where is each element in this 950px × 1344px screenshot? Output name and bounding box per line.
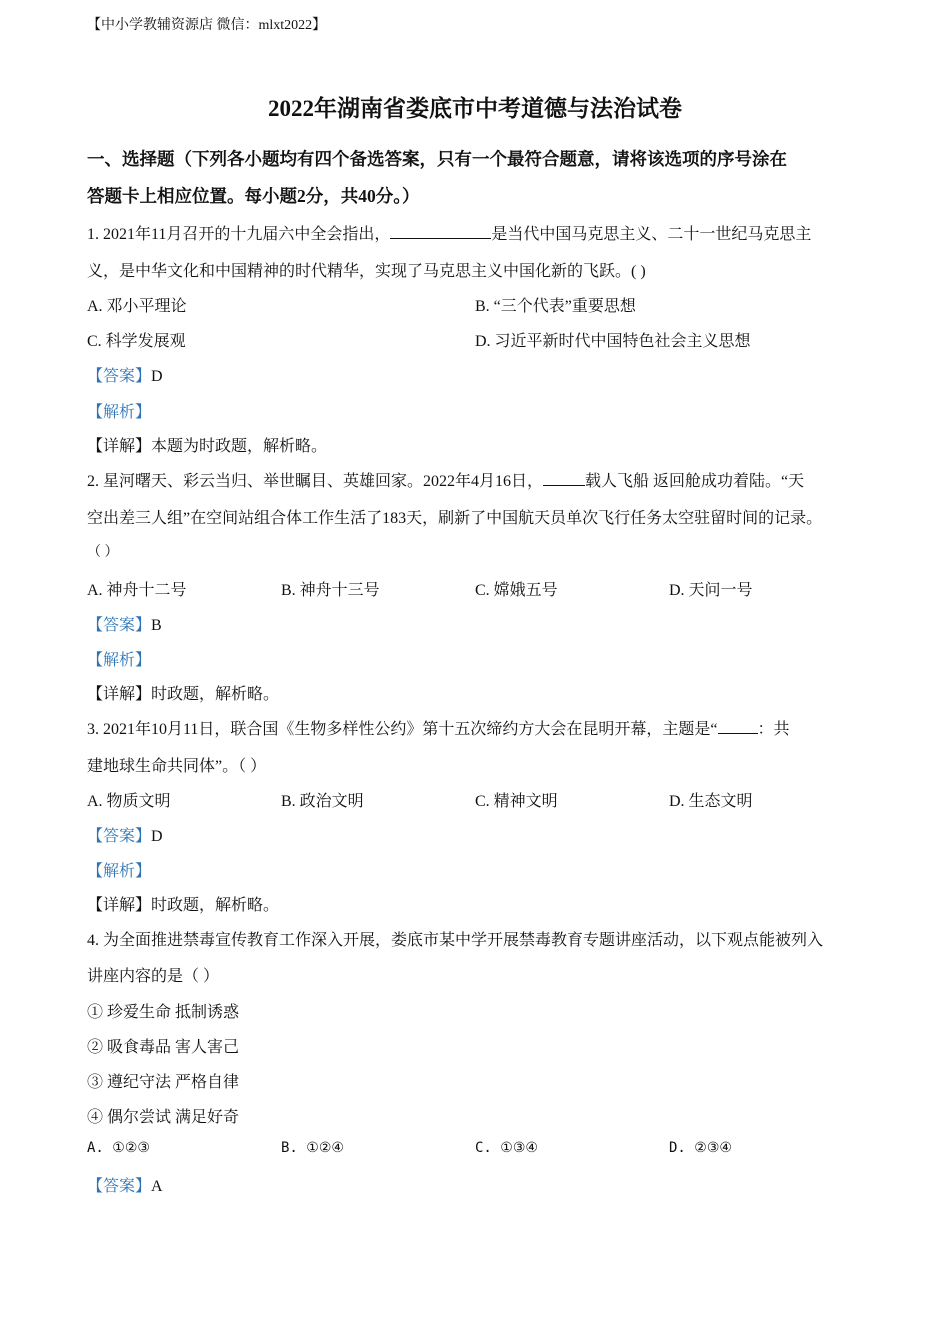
q4-answer-value: A [151, 1178, 163, 1195]
q3-blank [718, 719, 758, 734]
q1-option-a: A. 邓小平理论 [87, 298, 187, 315]
q1-analysis-label: 【解析】 [87, 404, 152, 421]
q1-stem-post: 是当代中国马克思主义、二十一世纪马克思主 [491, 226, 812, 243]
q2-answer [87, 612, 162, 635]
q3-stem-pre: 3. 2021年10月11日，联合国《生物多样性公约》第十五次缔约方大会在昆明开幕，主题是“ [87, 721, 718, 738]
q1-stem-line2: 义，是中华文化和中国精神的时代精华，实现了马克思主义中国化新的飞跃。( ) [87, 263, 646, 280]
q2-option-b: B. 神舟十三号 [281, 582, 380, 599]
q4-answer [87, 1173, 163, 1196]
q3-stem-post: ：共 [757, 721, 790, 738]
q3-answer [87, 823, 163, 846]
q3-stem-line2: 建地球生命共同体”。（ ） [87, 758, 267, 775]
q2-stem-line1 [87, 468, 804, 491]
q3-option-d: D. 生态文明 [669, 793, 753, 810]
q2-answer-label: 【答案】 [87, 617, 152, 634]
q3-option-c: C. 精神文明 [475, 793, 558, 810]
q4-option-a: A. ①②③ [87, 1140, 150, 1156]
q4-option-c: C. ①③④ [475, 1140, 538, 1156]
section-heading-line2: 答题卡上相应位置。每小题2分，共40分。） [87, 186, 420, 206]
q2-stem-line2: 空出差三人组”在空间站组合体工作生活了183天，刷新了中国航天员单次飞行任务太空驻留时间的记录。 [87, 510, 823, 527]
q2-answer-value: B [151, 617, 162, 634]
q4-item-2: ② 吸食毒品 害人害己 [87, 1039, 240, 1056]
q4-item-1: ① 珍爱生命 抵制诱惑 [87, 1004, 240, 1021]
q1-detail: 【详解】本题为时政题，解析略。 [87, 438, 328, 455]
q1-option-b: B. “三个代表”重要思想 [475, 298, 636, 315]
q4-answer-label: 【答案】 [87, 1178, 152, 1195]
q4-item-3: ③ 遵纪守法 严格自律 [87, 1074, 240, 1091]
q2-stem-line3: （ ） [87, 545, 119, 560]
q1-stem-line1 [87, 221, 811, 244]
q3-option-a: A. 物质文明 [87, 793, 171, 810]
q1-blank [390, 224, 491, 239]
q1-answer [87, 363, 163, 386]
q1-option-c: C. 科学发展观 [87, 333, 186, 350]
q1-answer-value: D [151, 368, 163, 385]
q3-stem-line1 [87, 716, 790, 739]
q2-stem-post: 载人飞船 返回舱成功着陆。“天 [585, 473, 805, 490]
q3-answer-value: D [151, 828, 163, 845]
q2-blank [543, 471, 585, 486]
q2-option-d: D. 天问一号 [669, 582, 753, 599]
q4-item-4: ④ 偶尔尝试 满足好奇 [87, 1109, 240, 1126]
q1-stem-pre: 1. 2021年11月召开的十九届六中全会指出， [87, 226, 391, 243]
q3-answer-label: 【答案】 [87, 828, 152, 845]
header-source: 【中小学教辅资源店 微信：mlxt2022】 [87, 18, 327, 33]
q2-detail: 【详解】时政题，解析略。 [87, 686, 280, 703]
q4-stem-line2: 讲座内容的是（ ） [87, 968, 220, 985]
q2-option-a: A. 神舟十二号 [87, 582, 187, 599]
q2-option-c: C. 嫦娥五号 [475, 582, 558, 599]
q3-option-b: B. 政治文明 [281, 793, 364, 810]
exam-title: 2022年湖南省娄底市中考道德与法治试卷 [268, 96, 682, 121]
section-heading-line1: 一、选择题（下列各小题均有四个备选答案，只有一个最符合题意，请将该选项的序号涂在 [87, 149, 787, 169]
q1-answer-label: 【答案】 [87, 368, 152, 385]
q4-option-b: B. ①②④ [281, 1140, 344, 1156]
q4-option-d: D. ②③④ [669, 1140, 732, 1156]
q2-stem-pre: 2. 星河曙天、彩云当归、举世瞩目、英雄回家。2022年4月16日， [87, 473, 544, 490]
q3-analysis-label: 【解析】 [87, 863, 152, 880]
q1-option-d: D. 习近平新时代中国特色社会主义思想 [475, 333, 751, 350]
q4-stem-line1: 4. 为全面推进禁毒宣传教育工作深入开展，娄底市某中学开展禁毒教育专题讲座活动，以下观点能被列入 [87, 932, 824, 949]
q3-detail: 【详解】时政题，解析略。 [87, 897, 280, 914]
q2-analysis-label: 【解析】 [87, 652, 152, 669]
